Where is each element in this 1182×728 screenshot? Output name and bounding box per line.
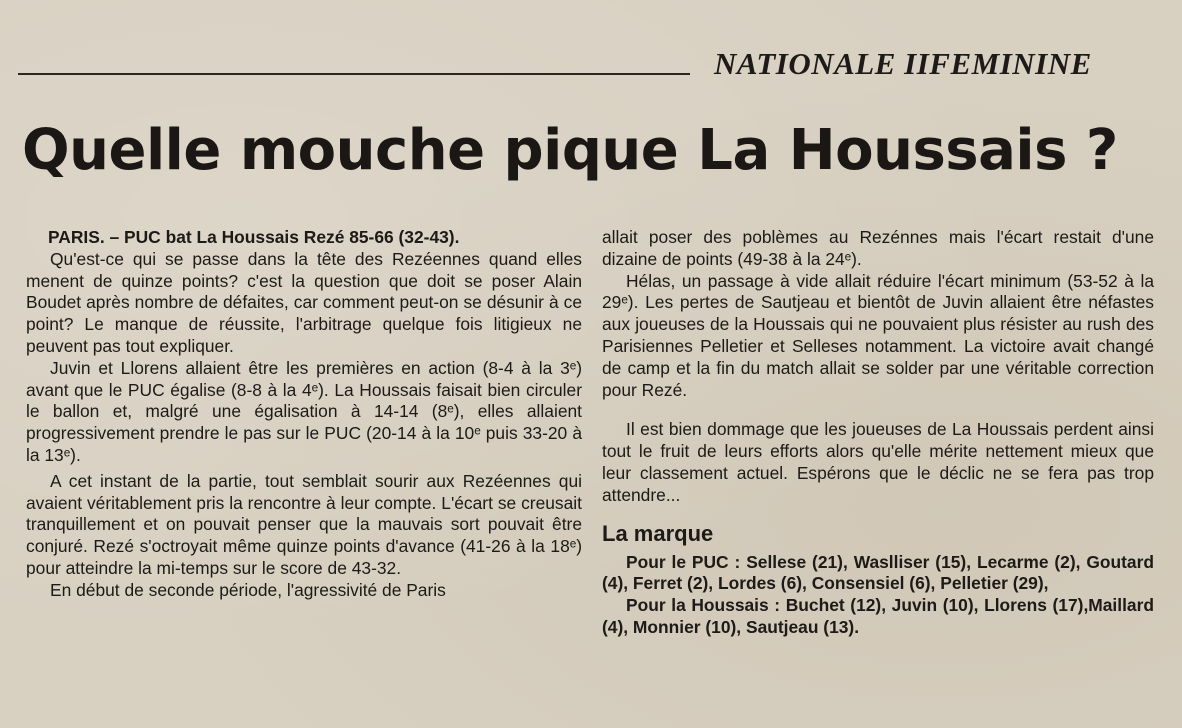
paragraph: Juvin et Llorens allaient être les premières en action (8-4 à la 3ᵉ) avant que le PUC égalise (8-8 à la 4ᵉ). La Houssais faisait bien circuler le ballon et, malgré une égalisation à 14-14 (8ᵉ), elles allaient progressivement prendre le pas sur le PUC (20-14 à la 10ᵉ puis 33-20 à la 13ᵉ).: [26, 357, 582, 465]
paragraph: Il est bien dommage que les joueuses de La Houssais perdent ainsi tout le fruit de leurs efforts alors qu'elle mérite nettement mieux que leur classement actuel. Espérons que le déclic ne se fera pas trop attendre...: [602, 419, 1154, 505]
paragraph: A cet instant de la partie, tout semblait sourir aux Rezéennes qui avaient véritablement pris la rencontre à leur compte. L'écart se creusait tranquillement et on pouvait penser que la mauvais sort pouvait être conjuré. Rezé s'octroyait même quinze points d'avance (41-26 à la 18ᵉ) pour atteindre la mi-temps sur le score de 43-32.: [26, 470, 582, 578]
rubric-rule: [18, 73, 690, 75]
scorers-puc: Pour le PUC : Sellese (21), Waslliser (15), Lecarme (2), Goutard (4), Ferret (2), Lordes (6), Consensiel (6), Pelletier (29),: [602, 551, 1154, 594]
paragraph: Qu'est-ce qui se passe dans la tête des Rezéennes quand elles menent de quinze points? c'est la question que doit se poser Alain Boudet après nombre de défaites, car comment peut-on se désunir à ce point? Le manque de réussite, l'arbitrage quelque fois litigieux ne peuvent pas tout expliquer.: [26, 248, 582, 356]
paragraph: En début de seconde période, l'agressivité de Paris: [50, 579, 446, 600]
section-rubric: NATIONALE IIFEMININE: [714, 46, 1092, 81]
paragraph: allait poser des poblèmes au Rezénnes mais l'écart restait d'une dizaine de points (49-38 à la 24ᵉ).: [602, 227, 1154, 269]
scorers-houssais: Pour la Houssais : Buchet (12), Juvin (10), Llorens (17),Maillard (4), Monnier (10), Sautjeau (13).: [602, 595, 1154, 637]
headline: Quelle mouche pique La Houssais ?: [22, 118, 1118, 183]
dateline: PARIS. – PUC bat La Houssais Rezé 85-66 (32-43).: [48, 227, 460, 247]
paragraph: Hélas, un passage à vide allait réduire l'écart minimum (53-52 à la 29ᵉ). Les pertes de Sautjeau et bientôt de Juvin allaient être néfastes aux joueuses de la Houssais qui ne pouvaient plus résister au rush des Parisiennes Pelletier et Selleses notamment. La victoire avait changé de camp et la fin du match allait se solder par une véritable correction pour Rezé.: [602, 270, 1154, 400]
article-column-left: [26, 227, 582, 602]
article-column-right: [602, 227, 1154, 639]
marque-heading: La marque: [602, 520, 714, 546]
